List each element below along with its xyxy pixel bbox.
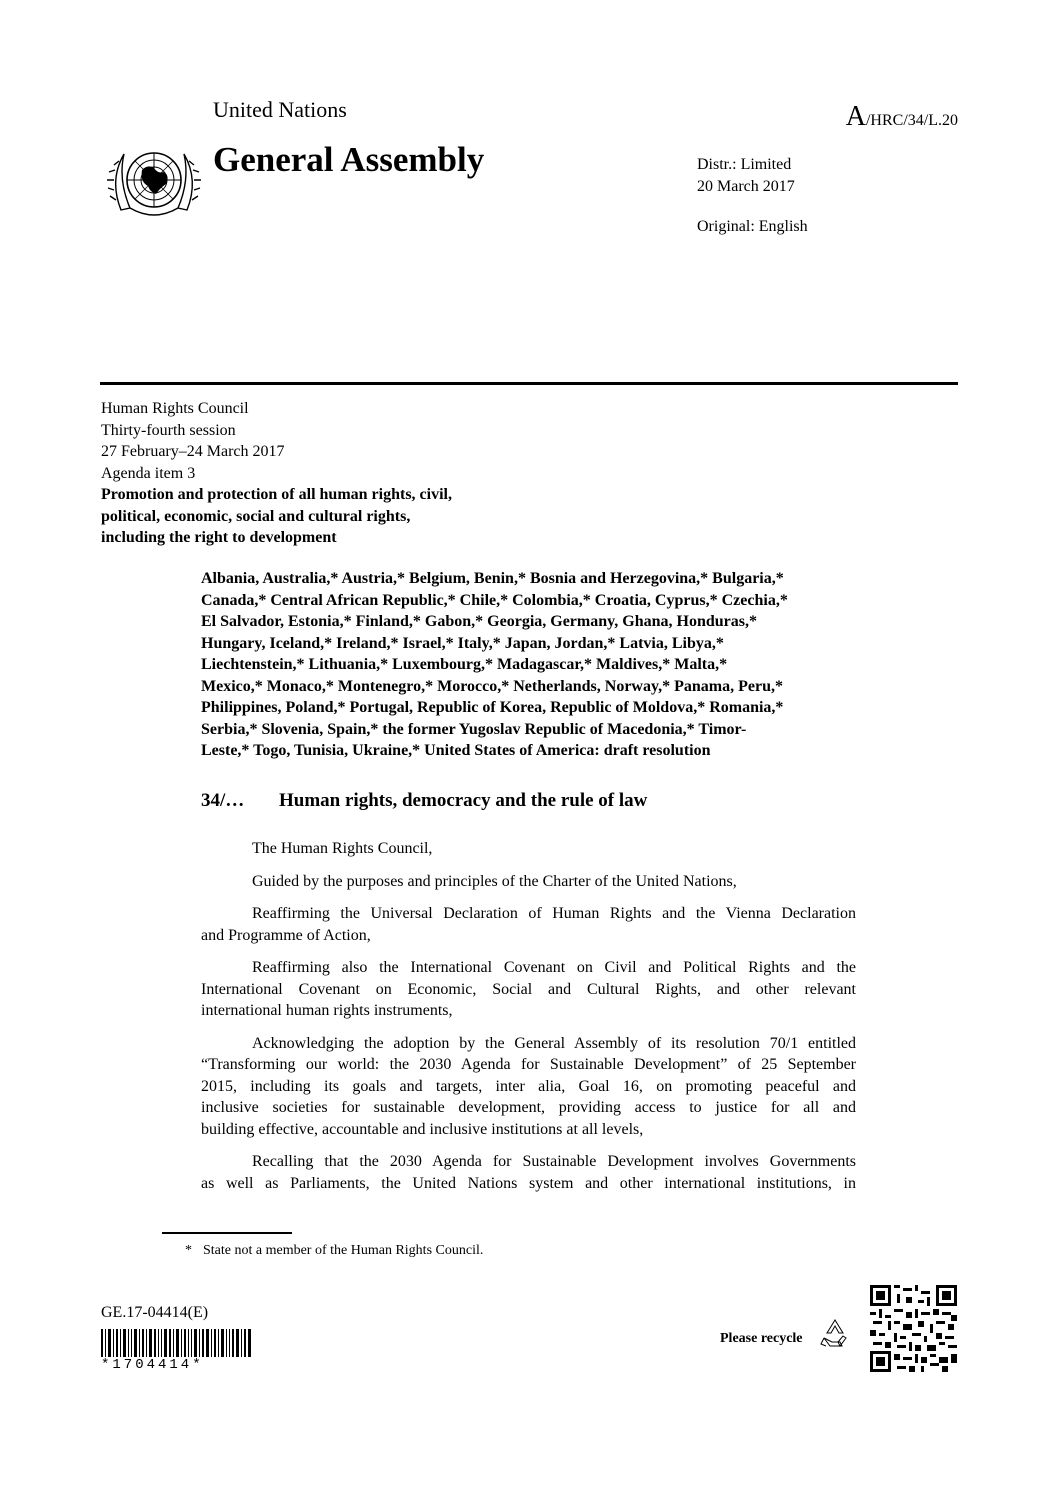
sponsors-line: Liechtenstein,* Lithuania,* Luxembourg,* Madagascar,* Maldives,* Malta,* <box>201 656 728 673</box>
qr-code-icon <box>870 1285 957 1372</box>
sponsors-line: Philippines, Poland,* Portugal, Republic of Korea, Republic of Moldova,* Romania,* <box>201 699 784 716</box>
paragraph <box>201 1151 856 1194</box>
resolution-body <box>201 838 856 1205</box>
distribution-block <box>697 154 795 198</box>
issue-date: 20 March 2017 <box>697 178 795 195</box>
footnote-rule <box>162 1232 292 1234</box>
header-divider <box>100 382 958 385</box>
recycle-icon <box>818 1316 852 1350</box>
org-name: United Nations <box>213 97 347 122</box>
document-number: GE.17-04414(E) <box>101 1304 209 1321</box>
paragraph-line: “Transforming our world: the 2030 Agenda for Sustainable Development” of 25 September <box>201 1056 856 1073</box>
paragraph <box>201 838 856 860</box>
paragraph-line: inclusive societies for sustainable development, providing access to justice for all and <box>201 1099 856 1116</box>
council-line: Human Rights Council <box>101 400 249 417</box>
paragraph-line: International Covenant on Economic, Social and Cultural Rights, and other relevant <box>201 980 856 998</box>
paragraph-line: 2015, including its goals and targets, inter alia, Goal 16, on promoting peaceful and <box>201 1077 856 1095</box>
paragraph <box>201 957 856 1022</box>
barcode-icon <box>101 1329 251 1357</box>
council-line: Thirty-fourth session <box>101 421 236 439</box>
resolution-title-text: Human rights, democracy and the rule of law <box>279 790 648 811</box>
sponsors-list <box>201 568 881 762</box>
symbol-rest: /HRC/34/L.20 <box>865 112 958 129</box>
paragraph-line: Reaffirming also the International Covenant on Civil and Political Rights and the <box>252 959 856 976</box>
paragraph-line: international human rights instruments, <box>201 1002 453 1019</box>
paragraph-line: building effective, accountable and inclusive institutions at all levels, <box>201 1120 644 1138</box>
resolution-number: 34/… <box>201 790 245 811</box>
resolution-title <box>201 790 647 812</box>
paragraph-line: Acknowledging the adoption by the General Assembly of its resolution 70/1 entitled <box>252 1034 856 1052</box>
agenda-title-line: Promotion and protection of all human rights, civil, <box>101 486 452 503</box>
document-symbol <box>846 101 958 133</box>
un-emblem-icon <box>104 140 204 225</box>
symbol-prefix: A <box>845 101 866 132</box>
original-language: Original: English <box>697 218 808 235</box>
barcode-number: *1704414* <box>101 1357 204 1373</box>
paragraph-line: The Human Rights Council, <box>252 840 433 857</box>
council-line: 27 February–24 March 2017 <box>101 443 285 460</box>
sponsors-line: Albania, Australia,* Austria,* Belgium, Benin,* Bosnia and Herzegovina,* Bulgaria,* <box>201 570 784 587</box>
sponsors-line: Mexico,* Monaco,* Montenegro,* Morocco,* Netherlands, Norway,* Panama, Peru,* <box>201 677 783 695</box>
sponsors-line: Leste,* Togo, Tunisia, Ukraine,* United States of America: draft resolution <box>201 742 711 759</box>
council-line: Agenda item 3 <box>101 464 196 482</box>
sponsors-line: El Salvador, Estonia,* Finland,* Gabon,* Georgia, Germany, Ghana, Honduras,* <box>201 613 757 630</box>
footnote-marker: * <box>185 1243 192 1258</box>
paragraph <box>201 871 856 893</box>
footnote-text: State not a member of the Human Rights Council. <box>203 1243 484 1258</box>
distribution: Distr.: Limited <box>697 156 792 173</box>
paragraph-line: Guided by the purposes and principles of the Charter of the United Nations, <box>252 872 737 890</box>
paragraph-line: as well as Parliaments, the United Nations system and other international institutions, in <box>201 1174 856 1192</box>
agenda-title-line: political, economic, social and cultural rights, <box>101 507 411 525</box>
paragraph <box>201 903 856 946</box>
recycle-label: Please recycle <box>720 1331 803 1346</box>
paragraph <box>201 1033 856 1141</box>
paragraph-line: Recalling that the 2030 Agenda for Sustainable Development involves Governments <box>252 1153 856 1170</box>
paragraph-line: Reaffirming the Universal Declaration of Human Rights and the Vienna Declaration <box>252 905 856 922</box>
paragraph-line: and Programme of Action, <box>201 926 371 944</box>
council-block <box>101 398 452 549</box>
sponsors-line: Hungary, Iceland,* Ireland,* Israel,* Italy,* Japan, Jordan,* Latvia, Libya,* <box>201 634 724 652</box>
agenda-title-line: including the right to development <box>101 529 337 546</box>
sponsors-line: Canada,* Central African Republic,* Chile,* Colombia,* Croatia, Cyprus,* Czechia,* <box>201 591 788 609</box>
sponsors-line: Serbia,* Slovenia, Spain,* the former Yugoslav Republic of Macedonia,* Timor- <box>201 720 747 738</box>
footnote <box>185 1243 483 1259</box>
body-title: General Assembly <box>213 140 485 179</box>
